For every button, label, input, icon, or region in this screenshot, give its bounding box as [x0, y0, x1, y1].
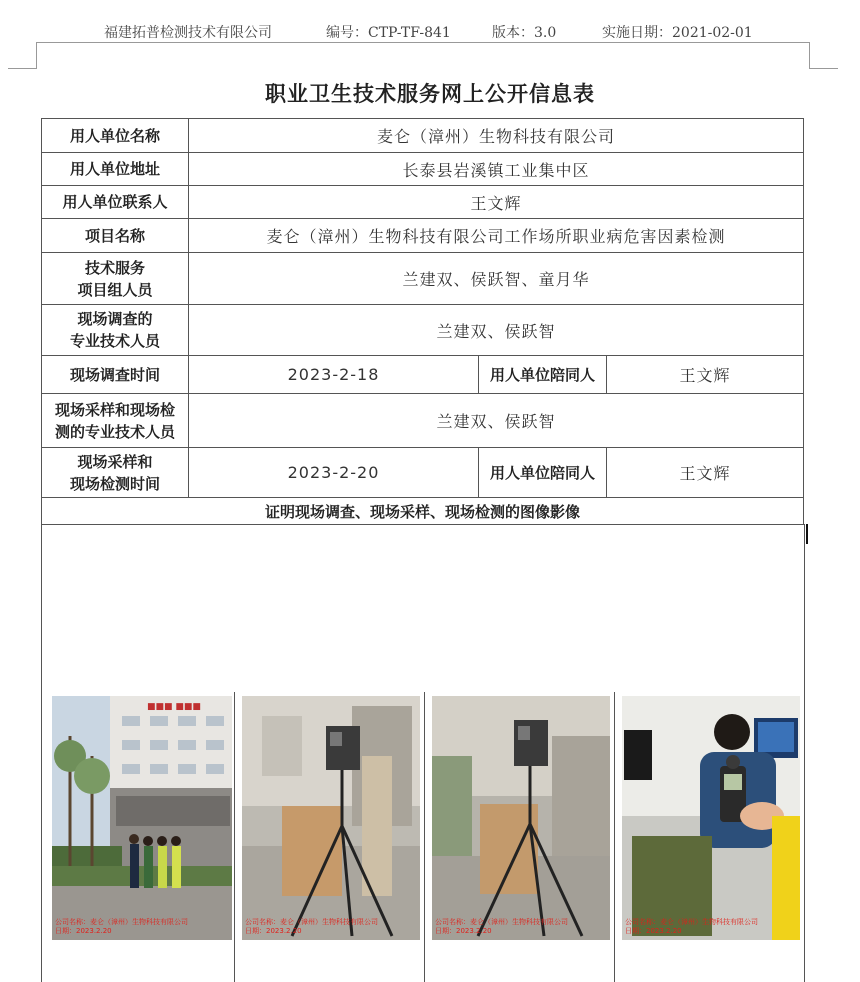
value-team: 兰建双、侯跃智、童月华: [189, 253, 804, 305]
label-team-line1: 技术服务: [84, 258, 145, 277]
photo-caption-date: 日期：2023.2.20: [625, 927, 682, 935]
header-date: 实施日期：2021-02-01: [602, 25, 753, 41]
value-survey-staff: 兰建双、侯跃智: [189, 305, 804, 356]
row-images-heading: [42, 498, 804, 525]
photo-caption: [625, 918, 758, 936]
photo-caption-company: 公司名称：麦仑（漳州）生物科技有限公司: [245, 918, 378, 926]
header-rule: [36, 42, 809, 43]
value-employer-name: 麦仑（漳州）生物科技有限公司: [189, 119, 804, 153]
photo-caption-date: 日期：2023.2.20: [55, 927, 112, 935]
info-table: [41, 118, 804, 525]
row-contact: [42, 186, 804, 219]
value-project: 麦仑（漳州）生物科技有限公司工作场所职业病危害因素检测: [189, 219, 804, 253]
photo-divider: [234, 692, 235, 982]
photo-sampling-tripod: [242, 696, 420, 940]
svg-text:■■■ ■■■: ■■■ ■■■: [147, 702, 201, 712]
row-survey-time: [42, 356, 804, 394]
row-survey-staff: [42, 305, 804, 356]
photo-building-exterior: [52, 696, 232, 940]
row-employer-address: [42, 153, 804, 186]
photo-noise-meter: [622, 696, 800, 940]
crop-mark-left: [8, 42, 37, 69]
label-sampling-staff-line1: 现场采样和现场检: [54, 400, 175, 419]
photo-caption-company: 公司名称：麦仑（漳州）生物科技有限公司: [435, 918, 568, 926]
label-survey-time: 现场调查时间: [42, 356, 189, 394]
label-sampling-companion: 用人单位陪同人: [479, 448, 607, 498]
photo-caption: [55, 918, 188, 936]
label-sampling-time-line1: 现场采样和: [77, 452, 153, 471]
photo-area: [41, 524, 805, 982]
label-employer-address: 用人单位地址: [42, 153, 189, 186]
label-contact: 用人单位联系人: [42, 186, 189, 219]
photo-workshop-image: [432, 696, 610, 940]
photo-caption-company: 公司名称：麦仑（漳州）生物科技有限公司: [55, 918, 188, 926]
photo-caption-date: 日期：2023.2.20: [245, 927, 302, 935]
label-team-line2: 项目组人员: [77, 280, 153, 299]
photo-caption-company: 公司名称：麦仑（漳州）生物科技有限公司: [625, 918, 758, 926]
value-employer-address: 长泰县岩溪镇工业集中区: [189, 153, 804, 186]
value-sampling-companion: 王文辉: [607, 448, 804, 498]
row-project: [42, 219, 804, 253]
photo-divider: [424, 692, 425, 982]
value-contact: 王文辉: [189, 186, 804, 219]
value-survey-companion: 王文辉: [607, 356, 804, 394]
label-sampling-time: [42, 448, 189, 498]
label-project: 项目名称: [42, 219, 189, 253]
value-sampling-staff: 兰建双、侯跃智: [189, 394, 804, 448]
row-employer-name: [42, 119, 804, 153]
page-title: 职业卫生技术服务网上公开信息表: [265, 82, 595, 106]
header-code: 编号：CTP-TF-841: [326, 25, 451, 41]
photo-divider: [614, 692, 615, 982]
label-sampling-staff: [42, 394, 189, 448]
label-sampling-time-line2: 现场检测时间: [69, 474, 160, 493]
crop-mark-right: [809, 42, 838, 69]
photo-building-image: [52, 696, 232, 940]
photo-caption-date: 日期：2023.2.20: [435, 927, 492, 935]
value-survey-time: 2023-2-18: [189, 356, 479, 394]
label-team: [42, 253, 189, 305]
value-sampling-time: 2023-2-20: [189, 448, 479, 498]
header-version: 版本：3.0: [492, 25, 557, 41]
images-heading: 证明现场调查、现场采样、现场检测的图像影像: [42, 498, 804, 525]
photo-caption: [435, 918, 568, 936]
label-survey-staff-line2: 专业技术人员: [69, 332, 160, 350]
label-employer-name: 用人单位名称: [42, 119, 189, 153]
label-survey-companion: 用人单位陪同人: [479, 356, 607, 394]
label-survey-staff-line1: 现场调查的: [77, 310, 153, 328]
row-sampling-time: [42, 448, 804, 498]
row-sampling-staff: [42, 394, 804, 448]
label-survey-staff: [42, 305, 189, 356]
photo-caption: [245, 918, 378, 936]
photo-tripod-image: [242, 696, 420, 940]
text-cursor: [806, 524, 808, 544]
page-header: [0, 18, 860, 42]
label-sampling-staff-line2: 测的专业技术人员: [54, 422, 175, 441]
header-company: 福建拓普检测技术有限公司: [104, 25, 272, 41]
photo-sampling-workshop: [432, 696, 610, 940]
row-team: [42, 253, 804, 305]
photo-meter-image: [622, 696, 800, 940]
